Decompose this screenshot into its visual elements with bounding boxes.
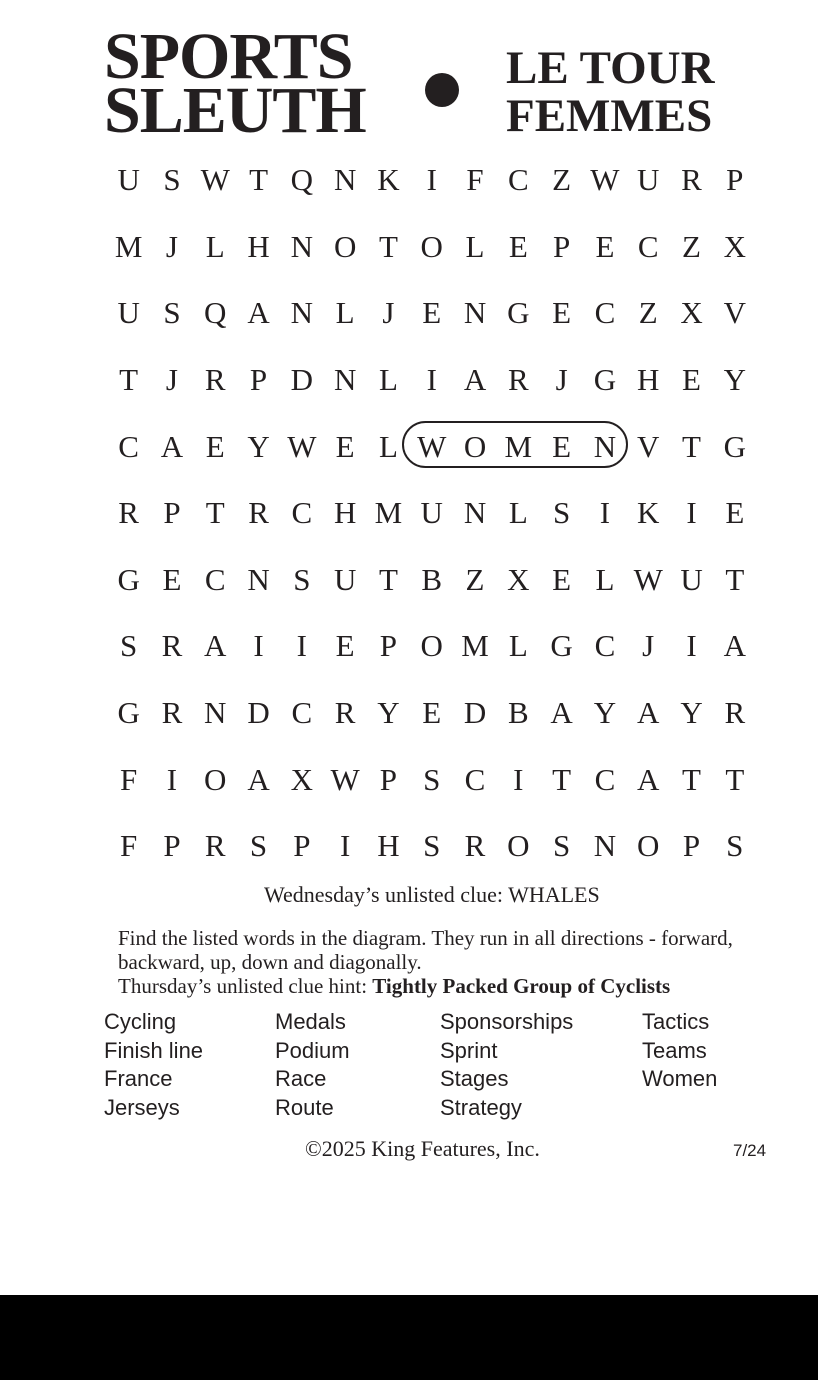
grid-letter[interactable]: X <box>290 761 314 797</box>
grid-letter[interactable]: W <box>200 162 230 198</box>
grid-letter[interactable]: R <box>118 495 139 531</box>
instructions <box>118 926 778 998</box>
hint-label: Thursday’s unlisted clue hint: <box>118 974 368 998</box>
grid-letter[interactable]: A <box>204 628 227 664</box>
list-item: France <box>104 1066 173 1091</box>
grid-letter[interactable]: W <box>417 428 447 464</box>
list-item: Sprint <box>440 1037 498 1063</box>
puzzle-date: 7/24 <box>733 1141 767 1160</box>
grid-letter[interactable]: L <box>335 295 355 331</box>
grid-letter[interactable]: I <box>599 495 611 531</box>
grid-letter[interactable]: L <box>508 628 528 664</box>
grid-letter[interactable]: I <box>166 761 178 797</box>
grid-letter[interactable]: G <box>117 695 140 731</box>
found-word-circle-women <box>402 421 628 468</box>
grid-letter[interactable]: N <box>593 428 617 464</box>
grid-letter[interactable]: C <box>204 561 226 597</box>
grid-letter[interactable]: R <box>248 495 269 531</box>
grid-letter[interactable]: S <box>552 828 571 864</box>
word-list-column-2 <box>275 1008 350 1122</box>
grid-letter[interactable]: S <box>726 828 744 864</box>
list-item: Teams <box>642 1037 707 1063</box>
grid-letter[interactable]: J <box>382 295 395 331</box>
theme-line-1: LE TOUR <box>506 42 715 94</box>
grid-letter[interactable]: K <box>637 495 660 531</box>
list-item: Race <box>275 1066 327 1091</box>
grid-letter[interactable]: G <box>117 561 140 597</box>
grid-letter[interactable]: S <box>552 495 571 531</box>
grid-letter[interactable]: R <box>204 362 226 398</box>
grid-letter[interactable]: E <box>725 495 745 531</box>
grid-letter[interactable]: R <box>681 162 702 198</box>
word-list-column-3 <box>440 1008 573 1122</box>
grid-letter[interactable]: R <box>507 362 529 398</box>
grid-letter[interactable]: M <box>114 228 143 264</box>
grid-letter[interactable]: E <box>422 695 442 731</box>
grid-letter[interactable]: O <box>463 428 487 464</box>
puzzle-title <box>104 20 404 147</box>
word-list-column-1 <box>104 1008 203 1122</box>
grid-letter[interactable]: I <box>686 628 697 664</box>
list-item: Women <box>642 1066 718 1091</box>
title-line-2: SLEUTH <box>104 74 366 147</box>
grid-letter[interactable]: E <box>335 628 355 664</box>
grid-letter[interactable]: A <box>637 695 660 731</box>
grid-letter[interactable]: O <box>333 228 357 264</box>
grid-letter[interactable]: E <box>552 295 572 331</box>
grid-letter[interactable]: C <box>118 428 139 464</box>
grid-letter[interactable]: N <box>290 228 314 264</box>
grid-letter[interactable]: I <box>686 495 697 531</box>
list-item: Stages <box>440 1066 509 1091</box>
grid-letter[interactable]: U <box>637 162 660 198</box>
unlisted-clue-answer: WHALES <box>508 882 600 907</box>
instructions-text: Find the listed words in the diagram. They run in all directions - forward, backward, up, down and diagonally. <box>118 926 733 974</box>
grid-letter[interactable]: E <box>205 428 225 464</box>
grid-letter[interactable]: T <box>725 761 745 797</box>
grid-letter[interactable]: H <box>637 362 660 398</box>
grid-letter[interactable]: P <box>682 828 701 864</box>
grid-letter[interactable]: B <box>421 561 443 597</box>
list-item: Medals <box>275 1009 346 1034</box>
grid-letter[interactable]: Y <box>377 695 400 731</box>
grid-letter[interactable]: H <box>333 495 357 531</box>
grid-letter[interactable]: A <box>550 695 573 731</box>
grid-letter[interactable]: P <box>249 362 268 398</box>
grid-letter[interactable]: P <box>379 761 398 797</box>
grid-letter[interactable]: R <box>464 828 486 864</box>
grid-letter[interactable]: U <box>680 561 703 597</box>
list-item: Sponsorships <box>440 1009 574 1034</box>
grid-letter[interactable]: L <box>508 495 528 531</box>
grid-letter[interactable]: E <box>595 228 615 264</box>
grid-letter[interactable]: T <box>205 495 225 531</box>
grid-letter[interactable]: F <box>466 162 484 198</box>
puzzle-theme <box>506 44 746 140</box>
grid-letter[interactable]: Y <box>247 428 270 464</box>
hint-line <box>118 974 778 998</box>
grid-letter[interactable]: L <box>465 228 485 264</box>
grid-letter[interactable]: E <box>335 428 355 464</box>
grid-letter[interactable]: J <box>642 628 655 664</box>
grid-letter[interactable]: W <box>633 561 663 597</box>
grid-letter[interactable]: T <box>119 362 139 398</box>
grid-letter[interactable]: R <box>334 695 356 731</box>
grid-letter[interactable]: O <box>204 761 227 797</box>
grid-letter[interactable]: G <box>723 428 746 464</box>
grid-letter[interactable]: S <box>249 828 268 864</box>
grid-letter[interactable]: M <box>504 428 533 464</box>
grid-letter[interactable]: L <box>205 228 225 264</box>
grid-letter[interactable]: N <box>333 362 357 398</box>
grid-letter[interactable]: N <box>247 561 270 597</box>
grid-letter[interactable]: K <box>377 162 400 198</box>
grid-letter[interactable]: Y <box>593 695 617 731</box>
grid-letter[interactable]: S <box>423 761 441 797</box>
grid-letter[interactable]: W <box>287 428 317 464</box>
grid-letter[interactable]: Z <box>465 561 485 597</box>
grid-letter[interactable]: E <box>552 428 572 464</box>
grid-letter[interactable]: O <box>420 228 443 264</box>
grid-letter[interactable]: A <box>160 428 184 464</box>
grid-letter[interactable]: E <box>162 561 182 597</box>
grid-letter[interactable]: T <box>552 761 572 797</box>
grid-letter[interactable]: X <box>507 561 530 597</box>
word-list-column-4 <box>642 1008 717 1094</box>
grid-letter[interactable]: N <box>463 495 487 531</box>
grid-letter[interactable]: L <box>378 428 398 464</box>
grid-letter[interactable]: X <box>680 295 703 331</box>
grid-letter[interactable]: Y <box>723 362 746 398</box>
grid-letter[interactable]: C <box>507 162 529 198</box>
grid-letter[interactable]: R <box>724 695 746 731</box>
grid-letter[interactable]: V <box>637 428 660 464</box>
grid-letter[interactable]: Q <box>204 295 227 331</box>
grid-letter[interactable]: T <box>378 561 398 597</box>
grid-letter[interactable]: F <box>120 761 138 797</box>
grid-letter[interactable]: F <box>120 828 138 864</box>
grid-letter[interactable]: L <box>595 561 615 597</box>
unlisted-clue <box>264 882 600 908</box>
list-item: Strategy <box>440 1094 522 1120</box>
grid-letter[interactable]: T <box>725 561 745 597</box>
grid-letter[interactable]: J <box>165 362 178 398</box>
list-item: Jerseys <box>104 1094 180 1120</box>
grid-letter[interactable]: A <box>247 295 270 331</box>
grid-letter[interactable]: O <box>507 828 530 864</box>
grid-letter[interactable]: W <box>330 761 360 797</box>
grid-letter[interactable]: T <box>249 162 268 198</box>
grid-letter[interactable]: P <box>293 828 311 864</box>
grid-letter[interactable]: I <box>426 162 437 198</box>
list-item: Podium <box>275 1037 350 1063</box>
grid-letter[interactable]: H <box>247 228 270 264</box>
grid-letter[interactable]: A <box>247 761 270 797</box>
grid-letter[interactable]: S <box>163 295 181 331</box>
grid-letter[interactable]: G <box>550 628 573 664</box>
grid-letter[interactable]: S <box>293 561 311 597</box>
hint-answer: Tightly Packed Group of Cyclists <box>372 974 671 998</box>
grid-letter[interactable]: N <box>290 295 314 331</box>
list-item: Finish line <box>104 1037 204 1063</box>
grid-letter[interactable]: D <box>290 362 314 398</box>
grid-letter[interactable]: C <box>594 761 616 797</box>
grid-letter[interactable]: N <box>463 295 487 331</box>
grid-letter[interactable]: A <box>723 628 746 664</box>
grid-letter[interactable]: O <box>637 828 660 864</box>
grid-letter[interactable]: I <box>513 761 524 797</box>
grid-letter[interactable]: O <box>420 628 443 664</box>
grid-letter[interactable]: C <box>291 695 313 731</box>
grid-letter[interactable]: I <box>339 828 351 864</box>
grid-letter[interactable]: Y <box>680 695 703 731</box>
grid-letter[interactable]: E <box>682 362 701 398</box>
grid-letter[interactable]: Z <box>552 162 572 198</box>
grid-letter[interactable]: S <box>120 628 138 664</box>
grid-letter[interactable]: P <box>552 228 571 264</box>
grid-letter[interactable]: E <box>552 561 572 597</box>
grid-letter[interactable]: P <box>163 828 181 864</box>
grid-letter[interactable]: A <box>637 761 660 797</box>
bottom-black-bar <box>0 1295 818 1380</box>
grid-letter[interactable]: R <box>161 695 183 731</box>
grid-letter[interactable]: I <box>253 628 264 664</box>
title-bullet-icon <box>425 73 459 107</box>
grid-letter[interactable]: G <box>507 295 530 331</box>
grid-letter[interactable]: U <box>117 162 140 198</box>
grid-letter[interactable]: T <box>682 428 701 464</box>
theme-line-2: FEMMES <box>506 90 713 142</box>
grid-letter[interactable]: D <box>247 695 270 731</box>
grid-letter[interactable]: I <box>296 628 307 664</box>
grid-letter[interactable]: E <box>508 228 528 264</box>
grid-letter[interactable]: R <box>204 828 226 864</box>
grid-letter[interactable]: R <box>161 628 183 664</box>
grid-letter[interactable]: P <box>726 162 744 198</box>
grid-letter[interactable]: N <box>333 162 357 198</box>
list-item: Route <box>275 1094 334 1120</box>
grid-letter[interactable]: M <box>374 495 403 531</box>
grid-letter[interactable]: Q <box>290 162 314 198</box>
grid-letter[interactable]: P <box>163 495 181 531</box>
grid-letter[interactable]: N <box>204 695 227 731</box>
grid-letter[interactable]: D <box>463 695 487 731</box>
letter-grid <box>107 147 756 880</box>
grid-letter[interactable]: S <box>163 162 181 198</box>
grid-letter[interactable]: L <box>378 362 398 398</box>
list-item: Cycling <box>104 1009 177 1034</box>
grid-letter[interactable]: B <box>507 695 529 731</box>
grid-letter[interactable]: M <box>461 628 489 664</box>
grid-letter[interactable]: C <box>594 295 616 331</box>
grid-letter[interactable]: Z <box>638 295 658 331</box>
grid-letter[interactable]: T <box>682 761 701 797</box>
grid-letter[interactable]: P <box>379 628 398 664</box>
grid-letter[interactable]: Z <box>682 228 701 264</box>
grid-letter[interactable]: C <box>637 228 659 264</box>
grid-letter[interactable]: U <box>420 495 443 531</box>
grid-letter[interactable]: C <box>594 628 616 664</box>
title-line-1: SPORTS <box>104 20 353 93</box>
grid-letter[interactable]: U <box>117 295 140 331</box>
grid-letter[interactable]: A <box>463 362 487 398</box>
grid-letter[interactable]: N <box>593 828 617 864</box>
grid-letter[interactable]: H <box>377 828 400 864</box>
grid-letter[interactable]: J <box>555 362 568 398</box>
grid-letter[interactable]: G <box>593 362 617 398</box>
list-item: Tactics <box>642 1009 710 1034</box>
unlisted-clue-label: Wednesday’s unlisted clue: <box>264 882 503 907</box>
grid-letter[interactable]: T <box>378 228 398 264</box>
grid-letter[interactable]: S <box>423 828 441 864</box>
copyright: ©2025 King Features, Inc. <box>305 1136 540 1161</box>
grid-letter[interactable]: W <box>590 162 620 198</box>
grid-letter[interactable]: E <box>422 295 442 331</box>
grid-letter[interactable]: C <box>291 495 313 531</box>
grid-letter[interactable]: J <box>165 228 178 264</box>
grid-letter[interactable]: X <box>723 228 746 264</box>
grid-letter[interactable]: C <box>464 761 486 797</box>
grid-letter[interactable]: U <box>333 561 357 597</box>
grid-letter[interactable]: I <box>426 362 437 398</box>
grid-letter[interactable]: V <box>723 295 746 331</box>
